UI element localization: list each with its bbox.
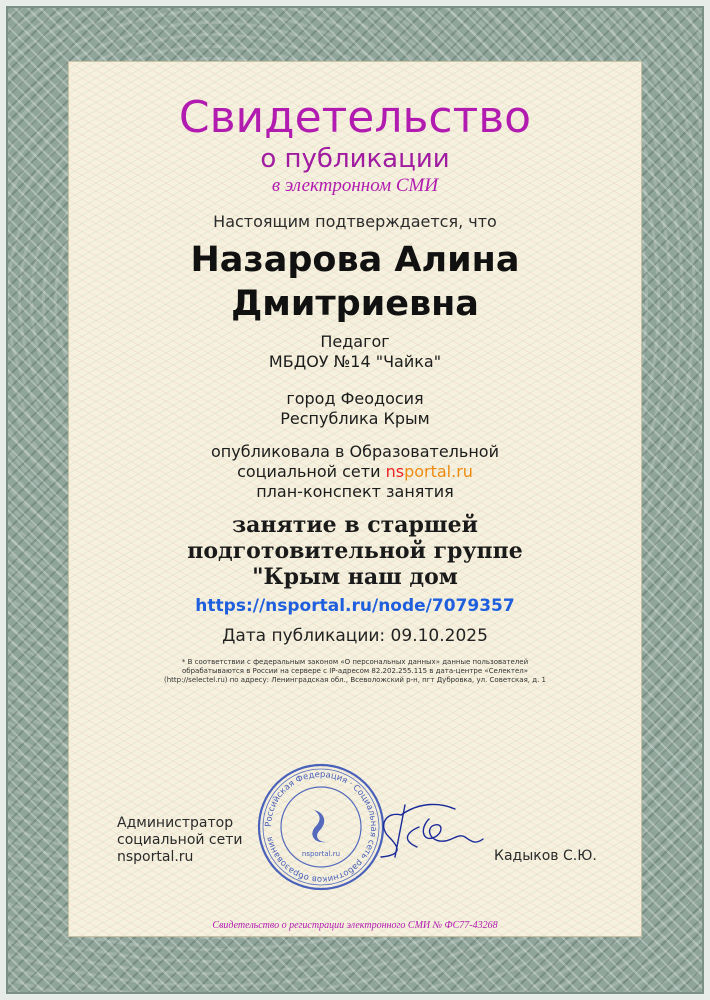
recipient-name-line1: Назарова Алина — [190, 240, 520, 280]
publication-date: Дата публикации: 09.10.2025 — [222, 626, 488, 646]
recipient-name-line2: Дмитриевна — [231, 284, 479, 324]
publication-link[interactable]: https://nsportal.ru/node/7079357 — [195, 596, 515, 616]
work-title — [69, 512, 641, 590]
admin-block — [117, 815, 243, 866]
signer-name: Кадыков С.Ю. — [494, 848, 597, 864]
position: Педагог — [320, 332, 390, 351]
published-line2 — [69, 462, 641, 482]
region: Республика Крым — [280, 409, 430, 428]
registration-number: Свидетельство о регистрации электронного СМИ № ФС77-43268 — [212, 920, 498, 931]
site-name[interactable] — [386, 462, 473, 481]
media-type: в электронном СМИ — [271, 175, 439, 196]
published-line2-prefix: социальной сети — [237, 462, 386, 481]
site-name-portal: portal.ru — [404, 462, 473, 481]
city: город Феодосия — [286, 389, 424, 408]
official-stamp — [256, 762, 386, 892]
admin-line3: nsportal.ru — [117, 849, 194, 865]
confirm-text: Настоящим подтверждается, что — [213, 212, 497, 231]
recipient-location — [69, 389, 641, 429]
certificate-title: Свидетельство — [178, 92, 532, 143]
work-title-line2: подготовительной группе — [187, 538, 523, 564]
work-title-line3: "Крым наш дом — [252, 564, 458, 590]
publication-statement — [69, 442, 641, 502]
site-name-ns: ns — [385, 462, 405, 481]
certificate-body — [69, 62, 641, 936]
admin-line2: социальной сети — [117, 832, 243, 848]
published-line1: опубликовала в Образовательной — [211, 442, 499, 461]
work-title-line1: занятие в старшей — [232, 512, 478, 538]
admin-line1: Администратор — [117, 815, 234, 831]
privacy-note: * В соответствии с федеральным законом «О персональных данных» данные пользователей обрабатываются в России на сервере с IP-адресом 82.202.255.115 в дата-центре «Селектел» (http://selectel.ru) по адресу: Ленинградская обл., Всеволожский р-н, пгт Дубровка, ул. Советская, д. 1 — [164, 658, 546, 684]
published-line3: план-конспект занятия — [256, 482, 454, 501]
certificate-subtitle: о публикации — [260, 144, 450, 174]
recipient-role — [69, 332, 641, 372]
stamp-ring-text: Российская Федерация · Социальная сеть работников образования — [263, 769, 379, 885]
signature — [371, 797, 496, 862]
flame-icon — [312, 810, 326, 842]
organization: МБДОУ №14 "Чайка" — [268, 352, 442, 371]
stamp-site: nsportal.ru — [301, 850, 341, 858]
recipient-name — [69, 238, 641, 326]
